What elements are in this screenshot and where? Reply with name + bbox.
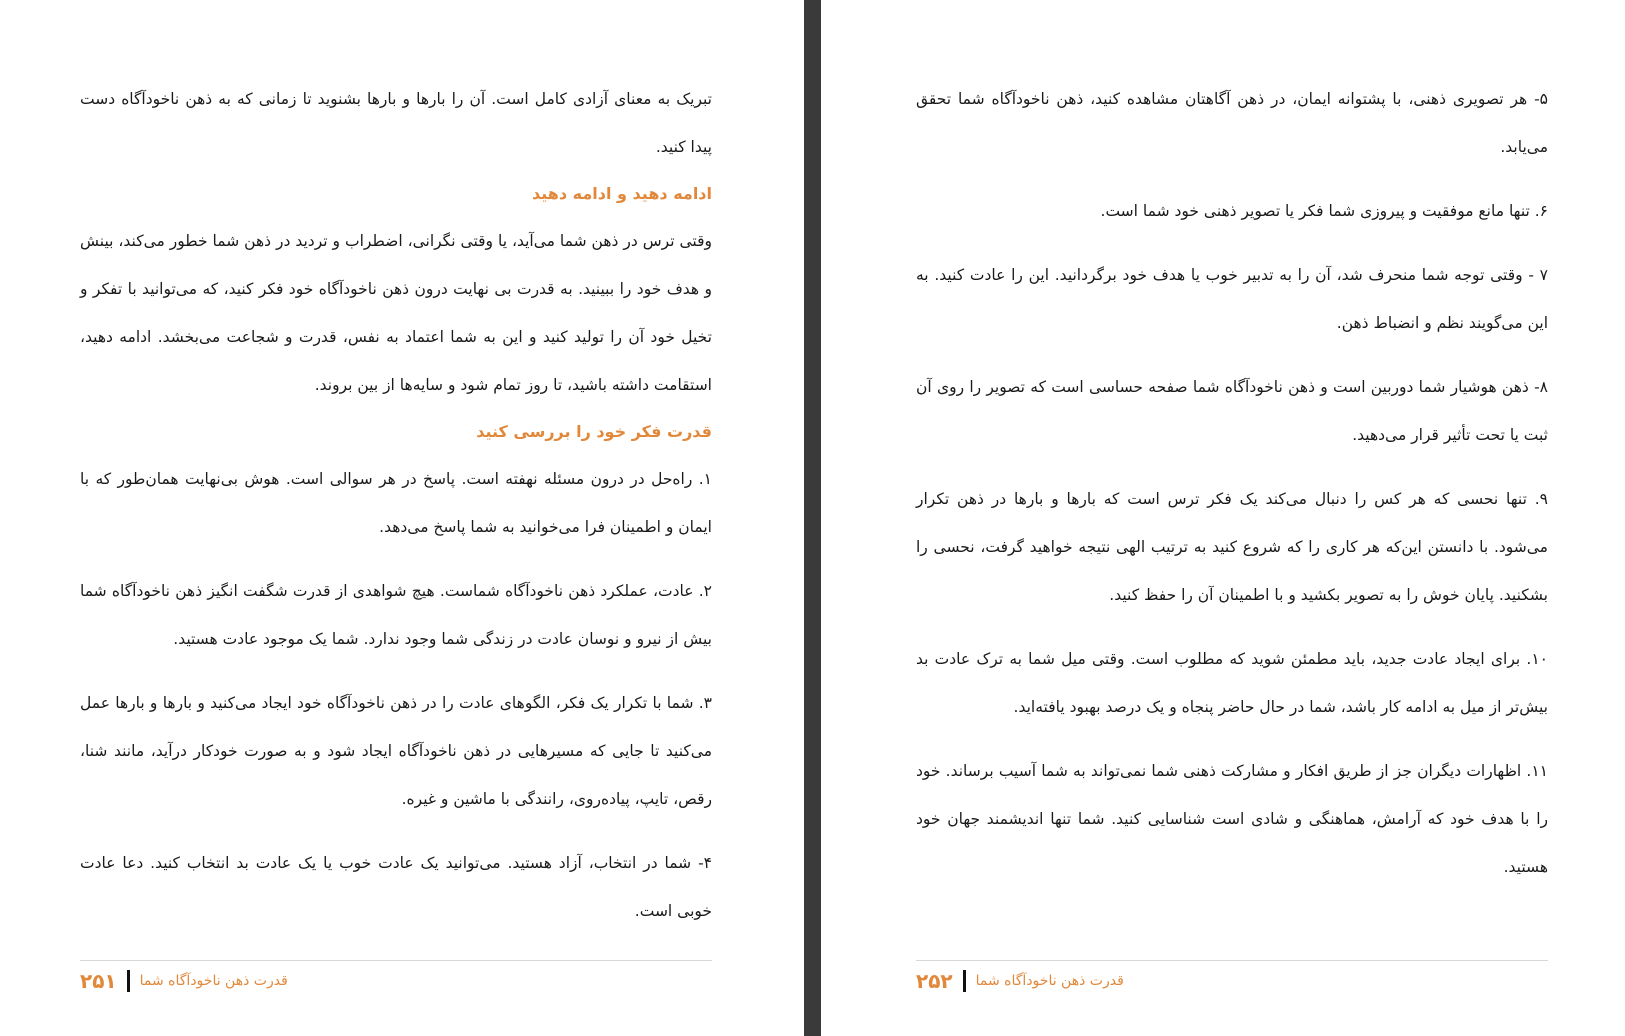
- page-252: [821, 0, 1625, 1036]
- running-title: قدرت ذهن ناخودآگاه شما: [139, 973, 288, 989]
- footer-divider: [963, 970, 966, 992]
- list-item: ۶. تنها مانع موفقیت و پیروزی شما فکر یا تصویر ذهنی خود شما است.: [1100, 202, 1548, 220]
- paragraph: وقتی ترس در ذهن شما می‌آید، یا وقتی نگرانی، اضطراب و تردید در ذهن شما خطور می‌کند، بینش و هدف خود را ببینید. به قدرت بی نهایت درون ذهن ناخودآگاه خود فکر کنید، که می‌توانید با تفکر و تخیل خود آن را تولید کنید و این به شما اعتماد به نفس، قدرت و شجاعت می‌بخشد. ادامه دهید، استقامت داشته باشید، تا روز تمام شود و سایه‌ها از بین بروند.: [80, 232, 712, 394]
- list-item: ۵- هر تصویری ذهنی، با پشتوانه ایمان، در ذهن آگاهتان مشاهده کنید، ذهن ناخودآگاه شما تحقق می‌یابد.: [916, 90, 1548, 156]
- section-heading-keep-going: ادامه دهید و ادامه دهید: [532, 184, 712, 203]
- list-item: ۱۱. اظهارات دیگران جز از طریق افکار و مشارکت ذهنی شما نمی‌تواند به شما آسیب برساند. خود را با هدف خود که آرامش، هماهنگی و شادی است شناسایی کنید. شما تنها اندیشمند جهان خود هستید.: [916, 762, 1548, 876]
- footer-divider: [127, 970, 130, 992]
- list-item: ۹. تنها نحسی که هر کس را دنبال می‌کند یک فکر ترس است که بارها و بارها در ذهن تکرار می‌شود. با دانستن این‌که هر کاری را که شروع کنید به ترتیب الهی نتیجه خواهید گرفت، نحسی را بشکنید. پایان خوش را به تصویر بکشید و با اطمینان آن را حفظ کنید.: [916, 490, 1548, 604]
- running-title: قدرت ذهن ناخودآگاه شما: [975, 973, 1124, 989]
- list-item: ۴- شما در انتخاب، آزاد هستید. می‌توانید یک عادت خوب یا یک عادت بد انتخاب کنید. دعا عادت خوبی است.: [80, 854, 712, 920]
- list-item: ۱. راه‌حل در درون مسئله نهفته است. پاسخ در هر سوالی است. هوش بی‌نهایت همان‌طور که با ایمان و اطمینان فرا می‌خوانید به شما پاسخ می‌دهد.: [80, 470, 712, 536]
- page-footer: [80, 960, 712, 997]
- list-item: ۲. عادت، عملکرد ذهن ناخودآگاه شماست. هیچ شواهدی از قدرت شگفت انگیز ذهن ناخودآگاه شما بیش از نیرو و نوسان عادت در زندگی شما وجود ندارد. شما یک موجود عادت هستید.: [80, 582, 712, 648]
- section-heading-check-thought-power: قدرت فکر خود را بررسی کنید: [476, 422, 712, 441]
- page-footer: [916, 960, 1548, 997]
- page-number: ۲۵۱: [80, 969, 117, 993]
- page-number: ۲۵۲: [916, 969, 953, 993]
- page-251-text: [80, 75, 712, 935]
- page-251: [0, 0, 804, 1036]
- list-item: ۸- ذهن هوشیار شما دوربین است و ذهن ناخودآگاه شما صفحه حساسی است که تصویر را روی آن ثبت یا تحت تأثیر قرار می‌دهید.: [916, 378, 1548, 444]
- list-item: ۳. شما با تکرار یک فکر، الگوهای عادت را در ذهن ناخودآگاه خود ایجاد می‌کنید و بارها و بارها عمل می‌کنید تا جایی که مسیرهایی در ذهن ناخودآگاه ایجاد شود و به صورت خودکار درآید، مانند شنا، رقص، تایپ، پیاده‌روی، رانندگی با ماشین و غیره.: [80, 694, 712, 808]
- page-252-text: [916, 75, 1548, 891]
- list-item: ۷ - وقتی توجه شما منحرف شد، آن را به تدبیر خوب یا هدف خود برگردانید. این را عادت کنید. به این می‌گویند نظم و انضباط ذهن.: [916, 266, 1548, 332]
- list-item: ۱۰. برای ایجاد عادت جدید، باید مطمئن شوید که مطلوب است. وقتی میل شما به ترک عادت بد بیش‌تر از میل به ادامه کار باشد، شما در حال حاضر پنجاه و یک درصد بهبود یافته‌اید.: [916, 650, 1548, 716]
- book-gutter: [804, 0, 821, 1036]
- paragraph: تبریک به معنای آزادی کامل است. آن را بارها و بارها بشنوید تا زمانی که به ذهن ناخودآگاه دست پیدا کنید.: [80, 90, 712, 156]
